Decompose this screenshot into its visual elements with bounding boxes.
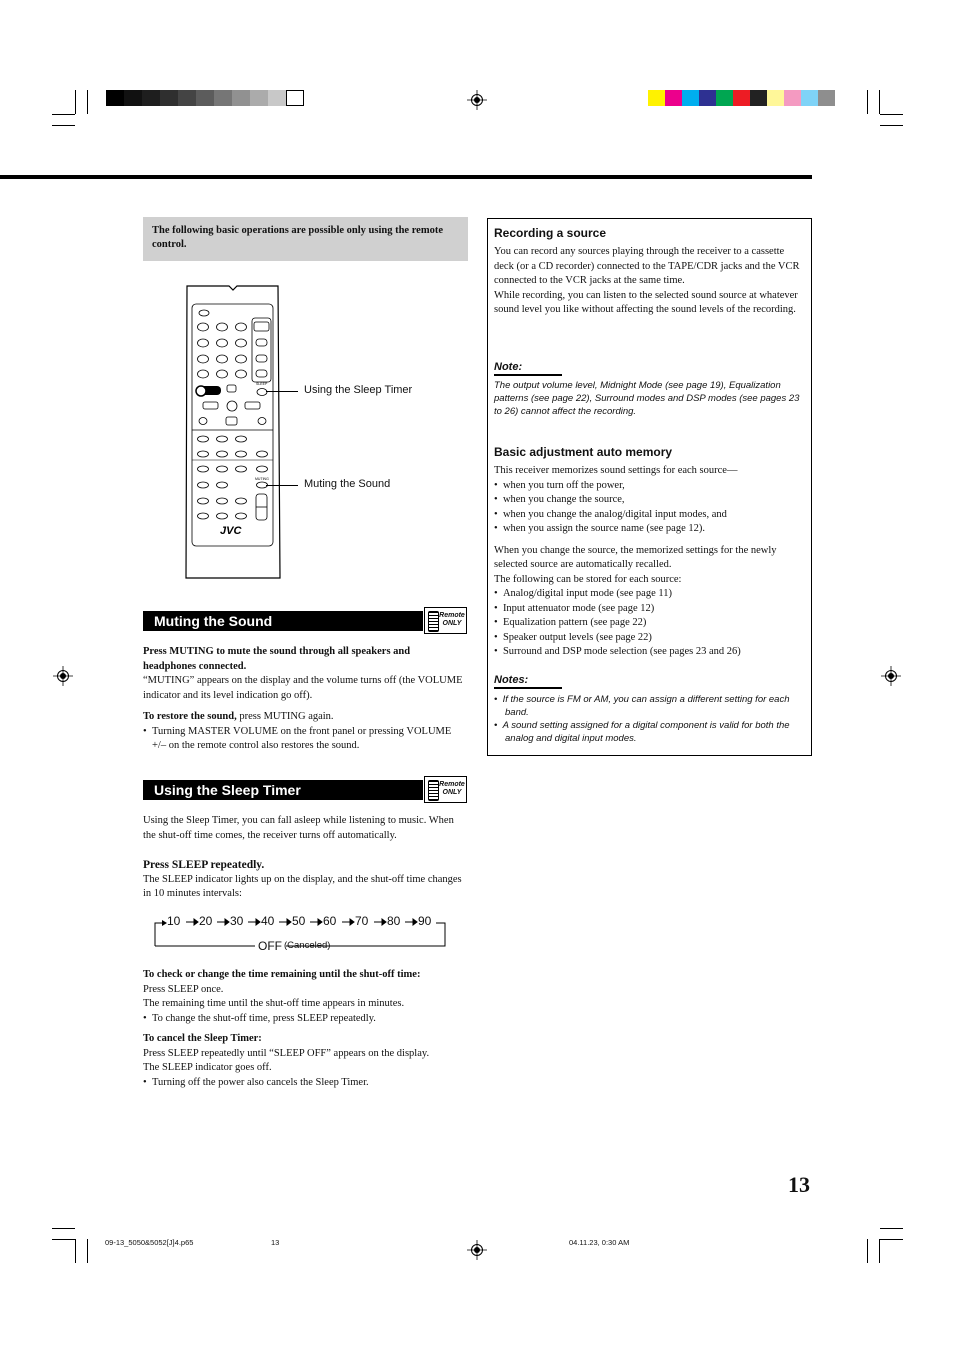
recording-note: The output volume level, Midnight Mode (see page 19), Equalization patterns (see page 22), Surround modes and DSP modes (see pages 23 to 26) cannot affect the recording. xyxy=(494,380,800,417)
memory-p2: When you change the source, the memorized settings for the newly selected source are automatically recalled. xyxy=(494,544,777,570)
jvc-logo: JVC xyxy=(220,525,242,537)
sleep-button-label: SLEEP xyxy=(256,382,268,386)
recording-p2: While recording, you can listen to the selected sound source at whatever sound level you like without affecting the sound levels of the recording. xyxy=(494,289,798,315)
sleep-press: Press SLEEP repeatedly. xyxy=(143,859,265,871)
sleep-section-title: Using the Sleep Timer xyxy=(143,780,423,800)
check-head: To check or change the time remaining until the shut-off time: xyxy=(143,969,421,980)
cancel-1: Press SLEEP repeatedly until “SLEEP OFF” appears on the display. xyxy=(143,1047,430,1059)
restore-rest: press MUTING again. xyxy=(236,711,334,722)
sleep-intro: Using the Sleep Timer, you can fall asleep while listening to music. When the shut-off time comes, the receiver turns off automatically. xyxy=(143,815,454,841)
memory-list2-item: Equalization pattern (see page 22) xyxy=(502,617,647,628)
footer-date: 04.11.23, 0:30 AM xyxy=(569,1238,630,1247)
cancel-bullet: Turning off the power also cancels the Sleep Timer. xyxy=(151,1076,369,1088)
seq-90: 90 xyxy=(418,914,432,928)
page-number: 13 xyxy=(788,1172,810,1197)
memory-list1-item: when you turn off the power, xyxy=(502,479,625,491)
seq-40: 40 xyxy=(261,914,275,928)
memory-list2-item: Input attenuator mode (see page 12) xyxy=(502,602,655,614)
memory-title: Basic adjustment auto memory xyxy=(494,445,673,459)
check-1: Press SLEEP once. xyxy=(143,983,224,995)
muting-desc: “MUTING” appears on the display and the volume turns off (the VOLUME indicator and its level indication go off). xyxy=(143,675,463,701)
check-bullet: To change the shut-off time, press SLEEP repeatedly. xyxy=(151,1012,376,1024)
top-rule xyxy=(0,175,812,179)
memory-list2-item: Analog/digital input mode (see page 11) xyxy=(502,588,672,599)
seq-80: 80 xyxy=(387,914,401,928)
recording-title: Recording a source xyxy=(494,226,607,240)
recording-note-head: Note: xyxy=(494,361,562,376)
muting-section-title: Muting the Sound xyxy=(143,611,423,631)
cancel-2: The SLEEP indicator goes off. xyxy=(143,1062,272,1073)
memory-list1-item: when you assign the source name (see page 12). xyxy=(502,523,705,534)
muting-body: Press MUTING to mute the sound through all speakers and headphones connected. “MUTING” appears on the display and the volume turns off (the VOLUME indicator and its level indication go off). To restore the sound, press MUTING again. • Turning MASTER VOLUME on the front panel or pressing VOLUME +/– on the remote control also restores the sound. xyxy=(143,645,465,754)
remote-only-badge-2 xyxy=(424,776,467,803)
seq-50: 50 xyxy=(292,914,306,928)
muting-bullet: Turning MASTER VOLUME on the front panel or pressing VOLUME +/– on the remote control also restores the sound. xyxy=(151,725,452,751)
check-2: The remaining time until the shut-off time appears in minutes. xyxy=(143,998,405,1009)
muting-callout-line xyxy=(266,485,298,486)
memory-list1-item: when you change the source, xyxy=(502,494,625,505)
memory-p3: The following can be stored for each source: xyxy=(494,573,682,585)
memory-notes: • If the source is FM or AM, you can assign a different setting for each band. • A sound setting assigned for a digital component is valid for both the analog and digital input modes. xyxy=(494,694,790,744)
seq-20: 20 xyxy=(199,914,213,928)
badge-line1: Remote xyxy=(439,781,465,788)
restore-bold: To restore the sound, xyxy=(143,711,237,722)
sleep-check-block: To check or change the time remaining until the shut-off time: Press SLEEP once. The remaining time until the shut-off time appears in minutes. • To change the shut-off time, press SLEEP repeatedly. To cancel the Sleep Timer: Press SLEEP repeatedly until “SLEEP OFF” appears on the display. The SLEEP indicator goes off. • Turning off the power also cancels the Sleep Timer. xyxy=(143,968,468,1090)
sleep-press-block xyxy=(143,858,468,902)
memory-note-item: If the source is FM or AM, you can assign a different setting for each band. xyxy=(502,694,790,718)
remote-only-note xyxy=(143,217,468,261)
recording-p1: You can record any sources playing through the receiver to a cassette deck (or a CD recorder) connected to the TAPE/CDR jacks and the VCR connected to the VCR jacks at the same time. xyxy=(494,246,800,286)
badge-line2: ONLY xyxy=(442,789,462,796)
badge-line1: Remote xyxy=(439,612,465,619)
sleep-callout-line xyxy=(266,391,298,392)
memory-list1-item: when you change the analog/digital input modes, and xyxy=(502,508,727,520)
muting-button-label: MUTING xyxy=(255,477,269,481)
seq-30: 30 xyxy=(230,914,244,928)
memory-list2-item: Speaker output levels (see page 22) xyxy=(502,631,652,643)
muting-instruction: Press MUTING to mute the sound through all speakers and headphones connected. xyxy=(143,646,411,672)
memory-body: This receiver memorizes sound settings for each source— • when you turn off the power, • when you change the source, • when you change the analog/digital input modes, and • when you assign the source name (see page 12). When you change the source, the memorized settings for the newly selected source are automatically recalled. The following can be stored for each source: • Analog/digital input mode (see page 11) • Input attenuator mode (see page 12) • Equalization pattern (see page 22) • Speaker output levels (see page 22) • Surround and DSP mode selection (see pages 23 and 26) xyxy=(494,464,806,660)
remote-only-badge xyxy=(424,607,467,634)
sleep-callout: Using the Sleep Timer xyxy=(304,384,413,396)
badge-line2: ONLY xyxy=(442,620,462,627)
sleep-press-desc: The SLEEP indicator lights up on the display, and the shut-off time changes in 10 minutes intervals: xyxy=(143,873,462,899)
seq-10: 10 xyxy=(167,914,181,928)
cancel-head: To cancel the Sleep Timer: xyxy=(143,1033,262,1044)
seq-off: OFF xyxy=(258,939,282,953)
footer-file: 09-13_5050&5052[J]4.p65 xyxy=(105,1238,194,1247)
seq-70: 70 xyxy=(355,914,369,928)
memory-note-item: A sound setting assigned for a digital component is valid for both the analog and digital input modes. xyxy=(502,720,790,744)
muting-callout: Muting the Sound xyxy=(304,478,391,490)
memory-notes-head: Notes: xyxy=(494,674,562,689)
seq-arrows xyxy=(183,917,433,927)
seq-canceled: (Canceled) xyxy=(284,940,331,951)
recording-body xyxy=(494,245,804,318)
remote-control-illustration xyxy=(183,282,283,582)
seq-60: 60 xyxy=(323,914,337,928)
footer-page: 13 xyxy=(271,1238,280,1247)
memory-list2-item: Surround and DSP mode selection (see pages 23 and 26) xyxy=(502,646,741,657)
remote-only-note-text: The following basic operations are possible only using the remote control. xyxy=(152,225,444,250)
memory-intro: This receiver memorizes sound settings for each source— xyxy=(494,465,738,476)
